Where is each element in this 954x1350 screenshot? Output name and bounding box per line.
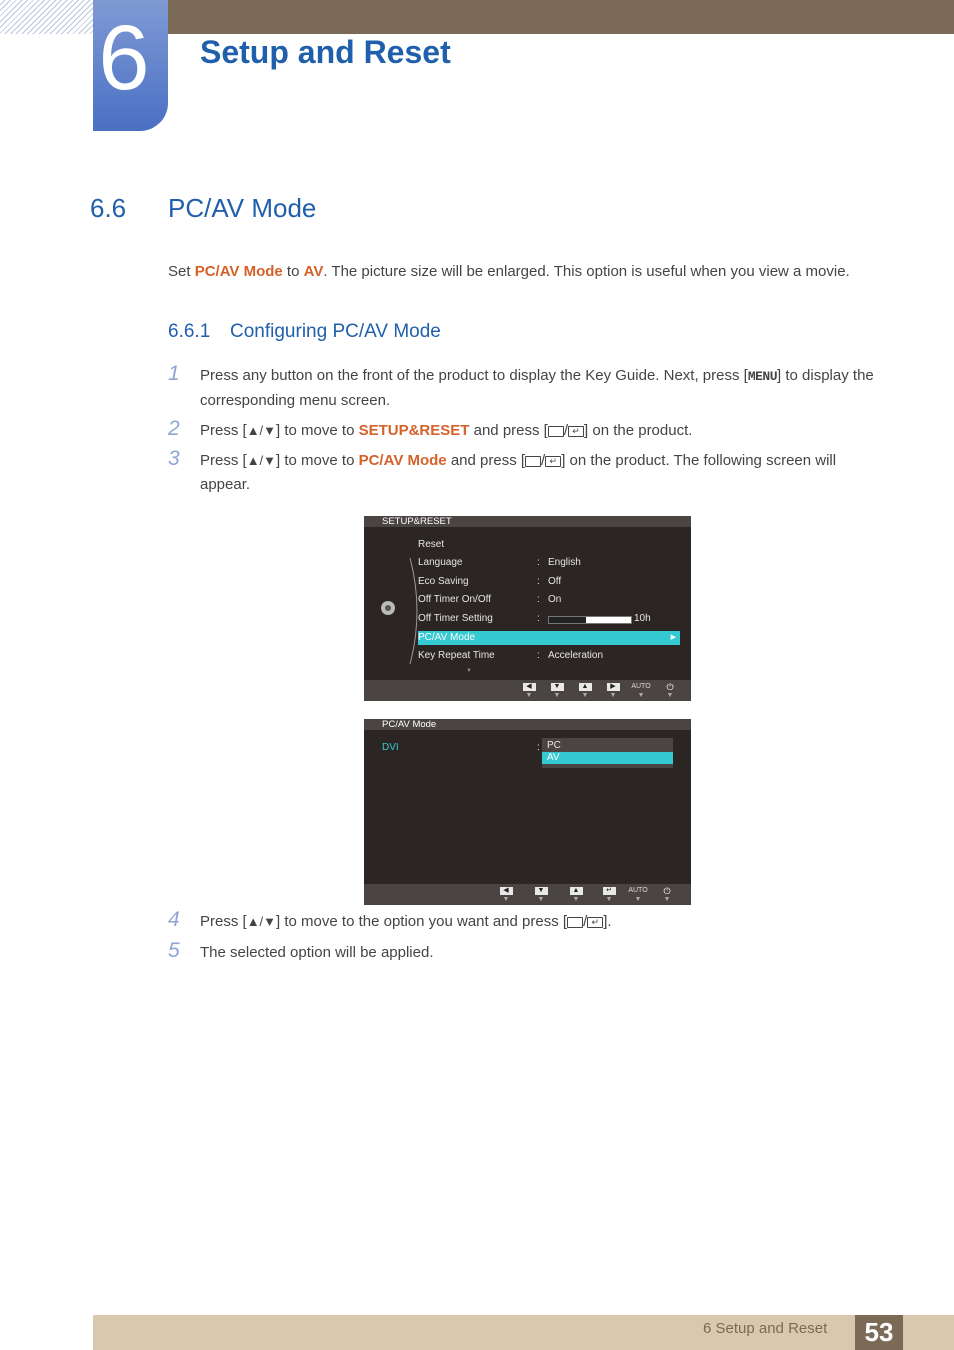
- auto-key[interactable]: AUTO ▼: [631, 683, 651, 699]
- power-key-icon[interactable]: ⏻ ▼: [663, 886, 671, 903]
- osd-row-label: PC/AV Mode: [418, 632, 476, 643]
- up-down-arrow-icon: ▲/▼: [246, 914, 277, 930]
- osd-row-value: Off: [548, 576, 562, 587]
- option-av[interactable]: AV: [542, 752, 673, 764]
- osd-row-language[interactable]: Language : English: [418, 557, 581, 568]
- enter-key-icon[interactable]: ↵ ▼: [602, 887, 616, 904]
- section-title: PC/AV Mode: [168, 193, 317, 223]
- subsection-number: 6.6.1: [168, 321, 211, 342]
- source-button-icon: [567, 917, 583, 928]
- chapter-title: Setup and Reset: [200, 34, 451, 70]
- auto-label: AUTO: [628, 887, 648, 894]
- osd-row-value: English: [548, 557, 581, 568]
- step-number: 5: [168, 939, 180, 962]
- osd-row-pc-av-mode[interactable]: [418, 631, 680, 645]
- osd-row-value: On: [548, 594, 562, 605]
- enter-button-icon: ↵: [545, 456, 561, 467]
- step-text: ] on the product. The following screen will appear.: [200, 452, 837, 494]
- step-5: [168, 941, 888, 965]
- left-key-icon[interactable]: ◀ ▼: [499, 887, 513, 904]
- power-key-icon[interactable]: ⏻ ▼: [666, 682, 674, 699]
- step-text: Press [: [200, 452, 247, 469]
- scroll-down-icon: ▼: [466, 668, 472, 674]
- osd-key-guide: [364, 884, 691, 905]
- step-text: ] to move to the option you want and press [: [276, 913, 568, 930]
- intro-text: Set: [168, 263, 195, 280]
- source-button-icon: [525, 456, 541, 467]
- down-key-icon[interactable]: ▼ ▼: [550, 683, 564, 700]
- subsection-title: Configuring PC/AV Mode: [230, 321, 441, 342]
- off-timer-progress-bar[interactable]: [548, 616, 632, 624]
- step-2: 2 Press [▲/▼] to move to SETUP&RESET and press [ / ↵ ] on the product.: [168, 419, 888, 443]
- intro-text: to: [282, 263, 304, 280]
- intro-highlight-mode: PC/AV Mode: [194, 263, 283, 280]
- step-text: ] to move to: [276, 422, 359, 439]
- osd-row-value: 10h: [634, 613, 651, 624]
- osd-colon: :: [537, 742, 540, 753]
- osd-row-key-repeat[interactable]: Key Repeat Time : Acceleration: [418, 650, 604, 661]
- header-hatch: [0, 0, 93, 34]
- osd-row-label: Off Timer Setting: [418, 613, 493, 624]
- step-text: Press any button on the front of the product to display the Key Guide. Next, press [: [200, 367, 748, 384]
- enter-button-icon: ↵: [587, 917, 603, 928]
- down-key-icon[interactable]: ▼ ▼: [534, 887, 548, 904]
- step-number: 3: [168, 447, 180, 470]
- header-bar: [168, 0, 954, 34]
- osd-row-label: Language: [418, 557, 463, 568]
- page-number: 53: [855, 1315, 903, 1350]
- step-text: and press [: [446, 452, 526, 469]
- osd-header-title: SETUP&RESET: [382, 516, 452, 527]
- step-1: [168, 364, 888, 413]
- menu-wheel-graphic: [378, 556, 422, 666]
- step-text: ].: [603, 913, 612, 930]
- osd-header: [364, 719, 691, 730]
- step-text: Press [: [200, 913, 247, 930]
- enter-button-icon: ↵: [568, 426, 584, 437]
- step-number: 2: [168, 417, 180, 440]
- step-4: 4 Press [▲/▼] to move to the option you want and press [ / ↵ ].: [168, 910, 888, 934]
- osd-row-off-timer[interactable]: Off Timer On/Off : On: [418, 594, 562, 605]
- up-key-icon[interactable]: ▲ ▼: [569, 887, 583, 904]
- auto-key[interactable]: AUTO ▼: [628, 887, 648, 903]
- step-number: 4: [168, 908, 180, 931]
- step-text: ] on the product.: [584, 422, 693, 439]
- osd-row-off-timer-setting[interactable]: Off Timer Setting : 10h: [418, 613, 651, 624]
- right-key-icon[interactable]: ▶ ▼: [606, 683, 620, 700]
- step-highlight: SETUP&RESET: [358, 422, 470, 439]
- osd-header-title: PC/AV Mode: [382, 719, 437, 730]
- osd-key-guide: [364, 680, 691, 701]
- step-text: Press [: [200, 422, 247, 439]
- osd-row-label: Key Repeat Time: [418, 650, 495, 661]
- auto-label: AUTO: [631, 683, 651, 690]
- menu-key: MENU: [747, 369, 778, 384]
- osd-row-label: Off Timer On/Off: [418, 594, 491, 605]
- intro-text: . The picture size will be enlarged. This option is useful when you view a movie.: [323, 263, 850, 280]
- step-text: ] to display the corresponding menu screen.: [200, 367, 874, 409]
- step-text: The selected option will be applied.: [200, 944, 434, 961]
- option-list: [542, 738, 673, 768]
- osd-row-reset[interactable]: [418, 538, 680, 552]
- osd-header: [364, 516, 691, 527]
- chapter-number: 6: [98, 7, 150, 109]
- step-text: and press [: [469, 422, 548, 439]
- footer-chapter-label: 6 Setup and Reset: [703, 1320, 828, 1337]
- osd-row-eco-saving[interactable]: Eco Saving : Off: [418, 576, 562, 587]
- up-down-arrow-icon: ▲/▼: [246, 453, 277, 469]
- section-number: 6.6: [90, 193, 127, 223]
- progress-fill: [549, 617, 586, 623]
- up-key-icon[interactable]: ▲ ▼: [578, 683, 592, 700]
- left-key-icon[interactable]: ◀ ▼: [522, 683, 536, 700]
- osd-row-value: Acceleration: [548, 650, 604, 661]
- step-text: ] to move to: [276, 452, 359, 469]
- osd-row-label: Eco Saving: [418, 576, 469, 587]
- arrow-right-icon: ▶: [670, 634, 676, 641]
- osd-pc-av-mode-menu: [364, 719, 691, 905]
- step-3: 3 Press [▲/▼] to move to PC/AV Mode and press [ / ↵ ] on the product. The following screen will appear.: [168, 447, 837, 494]
- source-button-icon: [548, 426, 564, 437]
- osd-row-label: Reset: [418, 539, 445, 550]
- input-source-label: DVI: [382, 742, 399, 753]
- osd-setup-reset-menu: [364, 516, 691, 701]
- up-down-arrow-icon: ▲/▼: [246, 423, 277, 439]
- step-number: 1: [168, 362, 180, 385]
- intro-paragraph: [168, 263, 928, 280]
- intro-highlight-av: AV: [303, 263, 324, 280]
- option-pc[interactable]: PC: [547, 740, 561, 751]
- step-highlight: PC/AV Mode: [358, 452, 447, 469]
